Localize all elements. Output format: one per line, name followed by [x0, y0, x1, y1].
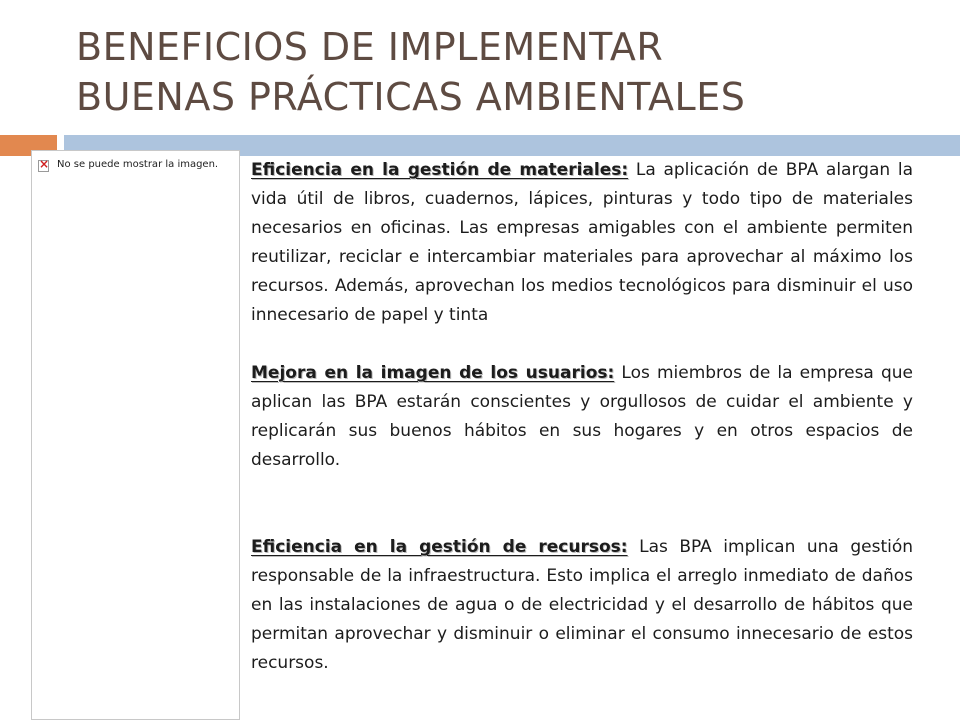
slide-title [76, 22, 936, 122]
paragraph-text: Los miembros de la empresa que aplican las BPA estarán conscientes y orgullosos de cuidar el ambiente y replicarán sus buenos hábitos en sus hogares y en otros espacios de desarrollo. [251, 363, 913, 470]
image-placeholder-text: No se puede mostrar la imagen. [57, 159, 219, 170]
paragraph-heading: Eficiencia en la gestión de recursos: [251, 537, 628, 557]
image-placeholder [31, 150, 240, 720]
paragraph-text: Las BPA implican una gestión responsable de la infraestructura. Esto implica el arreglo inmediato de daños en las instalaciones de agua o de electricidad y el desarrollo de hábitos que permitan aprovechar y disminuir o eliminar el consumo innecesario de estos recursos. [251, 537, 914, 673]
slide-title-line-2: BUENAS PRÁCTICAS AMBIENTALES [76, 75, 746, 119]
broken-image-icon [38, 160, 49, 172]
content-body [251, 156, 913, 678]
paragraph-text: La aplicación de BPA alargan la vida útil de libros, cuadernos, lápices, pinturas y todo tipo de materiales necesarios en oficinas. Las empresas amigables con el ambiente permiten reutilizar, reciclar e intercambiar materiales para aprovechar al máximo los recursos. Además, aprovechan los medios tecnológicos para disminuir el uso innecesario de papel y tinta [251, 160, 913, 325]
paragraph-heading: Mejora en la imagen de los usuarios: [251, 363, 615, 383]
paragraph-recursos [251, 533, 913, 678]
paragraph-heading: Eficiencia en la gestión de materiales: [251, 160, 629, 180]
slide-title-line-1: BENEFICIOS DE IMPLEMENTAR [76, 25, 664, 69]
paragraph-imagen-usuarios [251, 359, 913, 475]
paragraph-materiales [251, 156, 913, 330]
